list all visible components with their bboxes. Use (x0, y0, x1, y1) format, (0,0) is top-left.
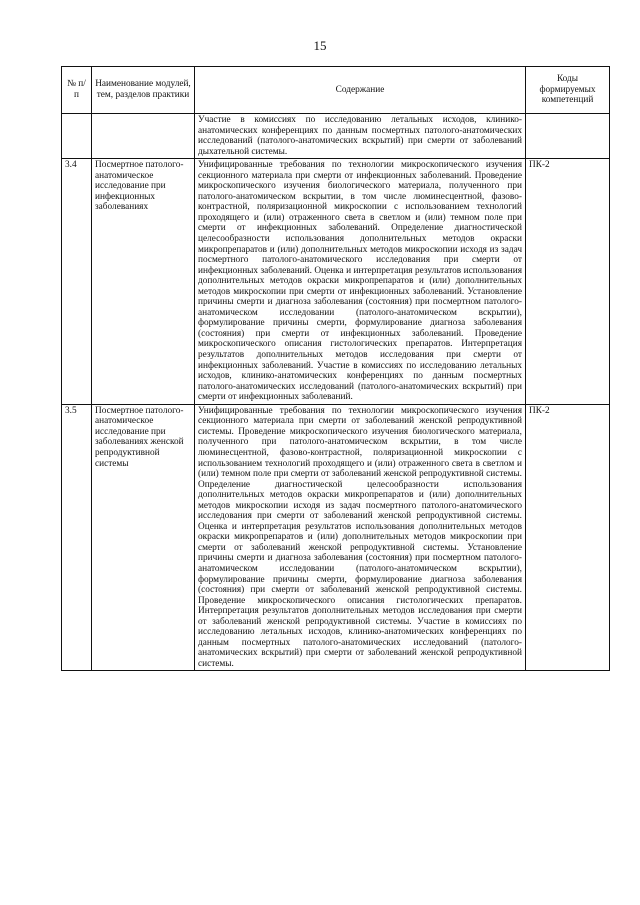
row-code: ПК-2 (526, 404, 610, 671)
row-module: Посмертное патолого-анатомическое исследование при заболеваниях женской репродуктивной системы (92, 404, 195, 671)
page-number: 15 (313, 38, 327, 53)
row-module (92, 114, 195, 159)
table-row (62, 114, 610, 159)
curriculum-table (61, 66, 610, 671)
header-codes: Коды формируемых компетенций (526, 67, 610, 114)
row-num: 3.5 (62, 404, 92, 671)
row-module: Посмертное патолого-анатомическое исследование при инфекционных заболеваниях (92, 159, 195, 405)
table-header-row (62, 67, 610, 114)
table-row (62, 159, 610, 405)
row-code: ПК-2 (526, 159, 610, 405)
row-content: Участие в комиссиях по исследованию летальных исходов, клинико-анатомических конференциях по данным посмертных патолого-анатомических исследований (патолого-анатомических вскрытий) при смерти от заболеваний дыхательной системы. (195, 114, 526, 159)
header-content: Содержание (195, 67, 526, 114)
row-num (62, 114, 92, 159)
row-num: 3.4 (62, 159, 92, 405)
row-content: Унифицированные требования по технологии микроскопического изучения секционного материала при смерти от инфекционных заболеваний. Проведение микроскопического изучения биологического материала, полученного при патолого-анатомическом вскрытии, в том числе люминесцентной, фазово-контрастной, поляризационной микроскопии с использованием технологий проходящего и (или) отраженного света в светлом и (или) темном поле при смерти от инфекционных заболеваний. Определение диагностической целесообразности использования дополнительных методов окраски микропрепаратов и (или) дополнительных методов микроскопии исходя из задач посмертного патолого-анатомического исследования при смерти от инфекционных заболеваний. Оценка и интерпретация результатов использования дополнительных методов окраски микропрепаратов и (или) дополнительных методов микроскопии при смерти от инфекционных заболеваний. Установление причины смерти и диагноза заболевания (состояния) при посмертном патолого-анатомическом исследовании (патолого-анатомическом вскрытии), формулирование причины смерти, формулирование диагноза заболевания (состояния) при смерти от инфекционных заболеваний. Проведение микроскопического описания гистологических препаратов. Интерпретация результатов дополнительных методов исследования при смерти от инфекционных заболеваний. Участие в комиссиях по исследованию летальных исходов, клинико-анатомических конференциях по данным посмертных патолого-анатомических исследований (патолого-анатомических вскрытий) при смерти от инфекционных заболеваний. (195, 159, 526, 405)
row-content: Унифицированные требования по технологии микроскопического изучения секционного материала при смерти от заболеваний женской репродуктивной системы. Проведение микроскопического изучения биологического материала, полученного при патолого-анатомическом вскрытии, в том числе люминесцентной, фазово-контрастной, поляризационной микроскопии с использованием технологий проходящего и (или) отраженного света в светлом и (или) темном поле при смерти от заболеваний женской репродуктивной системы. Определение диагностической целесообразности использования дополнительных методов окраски микропрепаратов и (или) дополнительных методов микроскопии исходя из задач посмертного патолого-анатомического исследования при смерти от заболеваний женской репродуктивной системы. Оценка и интерпретация результатов использования дополнительных методов окраски микропрепаратов и (или) дополнительных методов микроскопии при смерти от заболеваний женской репродуктивной системы. Установление причины смерти и диагноза заболевания (состояния) при посмертном патолого-анатомическом исследовании (патолого-анатомическом вскрытии), формулирование причины смерти, формулирование диагноза заболевания (состояния) при смерти от заболеваний женской репродуктивной системы. Проведение микроскопического описания гистологических препаратов. Интерпретация результатов дополнительных методов исследования при смерти от заболеваний женской репродуктивной системы. Участие в комиссиях по исследованию летальных исходов, клинико-анатомических конференциях по данным посмертных патолого-анатомических исследований (патолого-анатомических вскрытий) при смерти от заболеваний женской репродуктивной системы. (195, 404, 526, 671)
table-row (62, 404, 610, 671)
row-code (526, 114, 610, 159)
header-module: Наименование модулей, тем, разделов практики (92, 67, 195, 114)
header-num: № п/п (62, 67, 92, 114)
